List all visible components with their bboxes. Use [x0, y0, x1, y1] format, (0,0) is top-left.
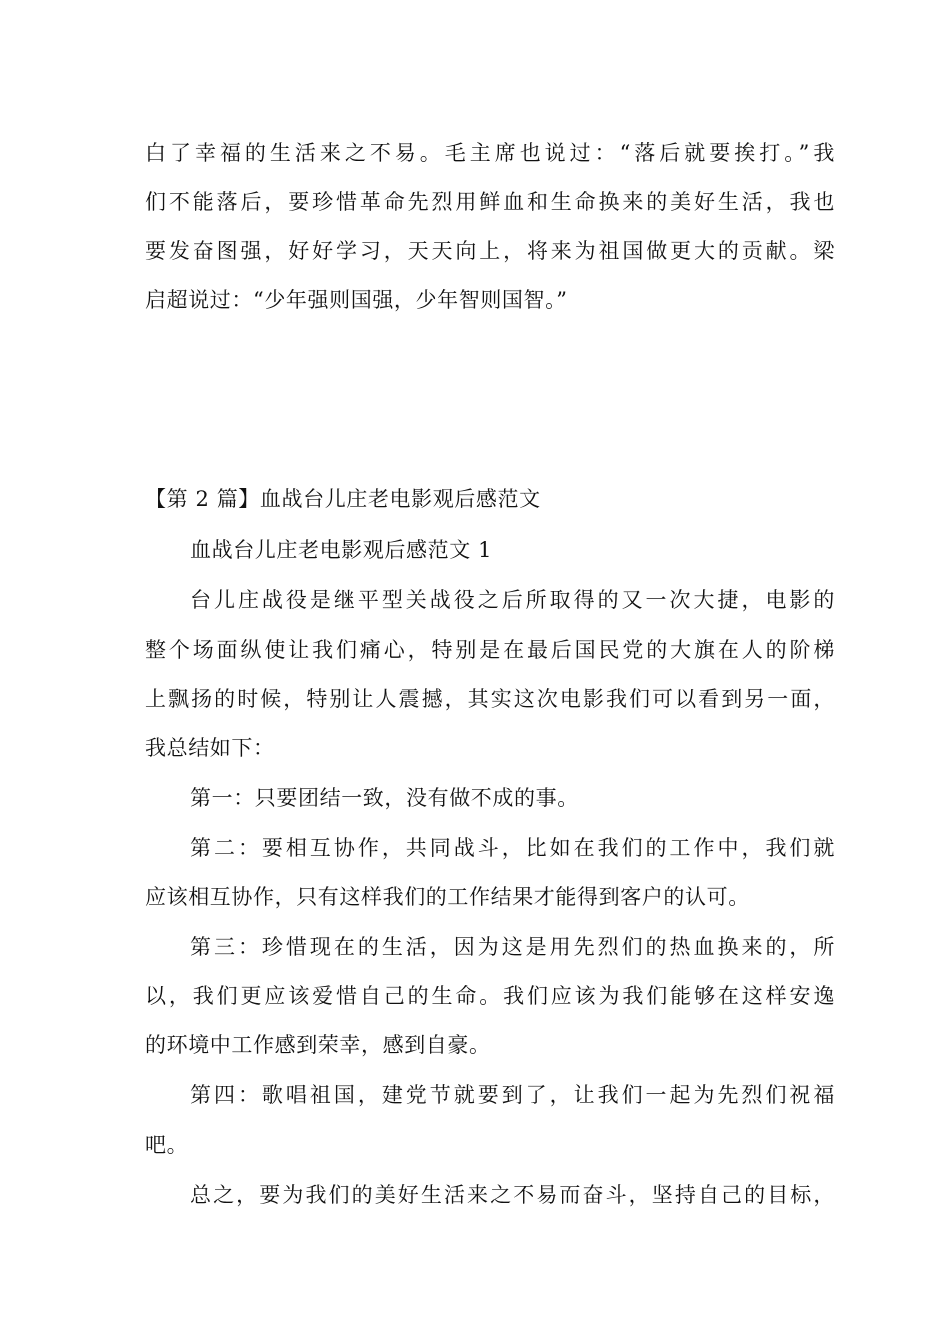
- text-line: 第三：珍惜现在的生活，因为这是用先烈们的热血换来的，所: [190, 935, 835, 959]
- text-line: 上飘扬的时候，特别让人震撼，其实这次电影我们可以看到另一面，: [145, 687, 835, 711]
- text-line: 的环境中工作感到荣幸，感到自豪。: [145, 1033, 491, 1057]
- text-line: 第一：只要团结一致，没有做不成的事。: [190, 786, 579, 810]
- text-line: 们不能落后，要珍惜革命先烈用鲜血和生命换来的美好生活，我也: [145, 190, 835, 214]
- text-line: 以，我们更应该爱惜自己的生命。我们应该为我们能够在这样安逸: [145, 984, 835, 1008]
- text-line: 整个场面纵使让我们痛心，特别是在最后国民党的大旗在人的阶梯: [145, 638, 835, 662]
- text-line: 应该相互协作，只有这样我们的工作结果才能得到客户的认可。: [145, 885, 750, 909]
- section-heading: 【第 2 篇】血战台儿庄老电影观后感范文: [145, 487, 541, 511]
- text-line: 总之，要为我们的美好生活来之不易而奋斗，坚持自己的目标，: [190, 1183, 835, 1207]
- sub-heading: 血战台儿庄老电影观后感范文 1: [190, 538, 493, 562]
- text-line: 要发奋图强，好好学习，天天向上，将来为祖国做更大的贡献。梁: [145, 239, 835, 263]
- text-line: 白了幸福的生活来之不易。毛主席也说过：“落后就要挨打。”我: [145, 141, 835, 165]
- text-line: 台儿庄战役是继平型关战役之后所取得的又一次大捷，电影的: [190, 588, 835, 612]
- text-line: 我总结如下：: [145, 736, 275, 760]
- text-line: 启超说过：“少年强则国强，少年智则国智。”: [145, 288, 568, 312]
- text-line: 第四：歌唱祖国，建党节就要到了，让我们一起为先烈们祝福: [190, 1083, 835, 1107]
- text-line: 吧。: [145, 1133, 189, 1157]
- text-line: 第二：要相互协作，共同战斗，比如在我们的工作中，我们就: [190, 836, 835, 860]
